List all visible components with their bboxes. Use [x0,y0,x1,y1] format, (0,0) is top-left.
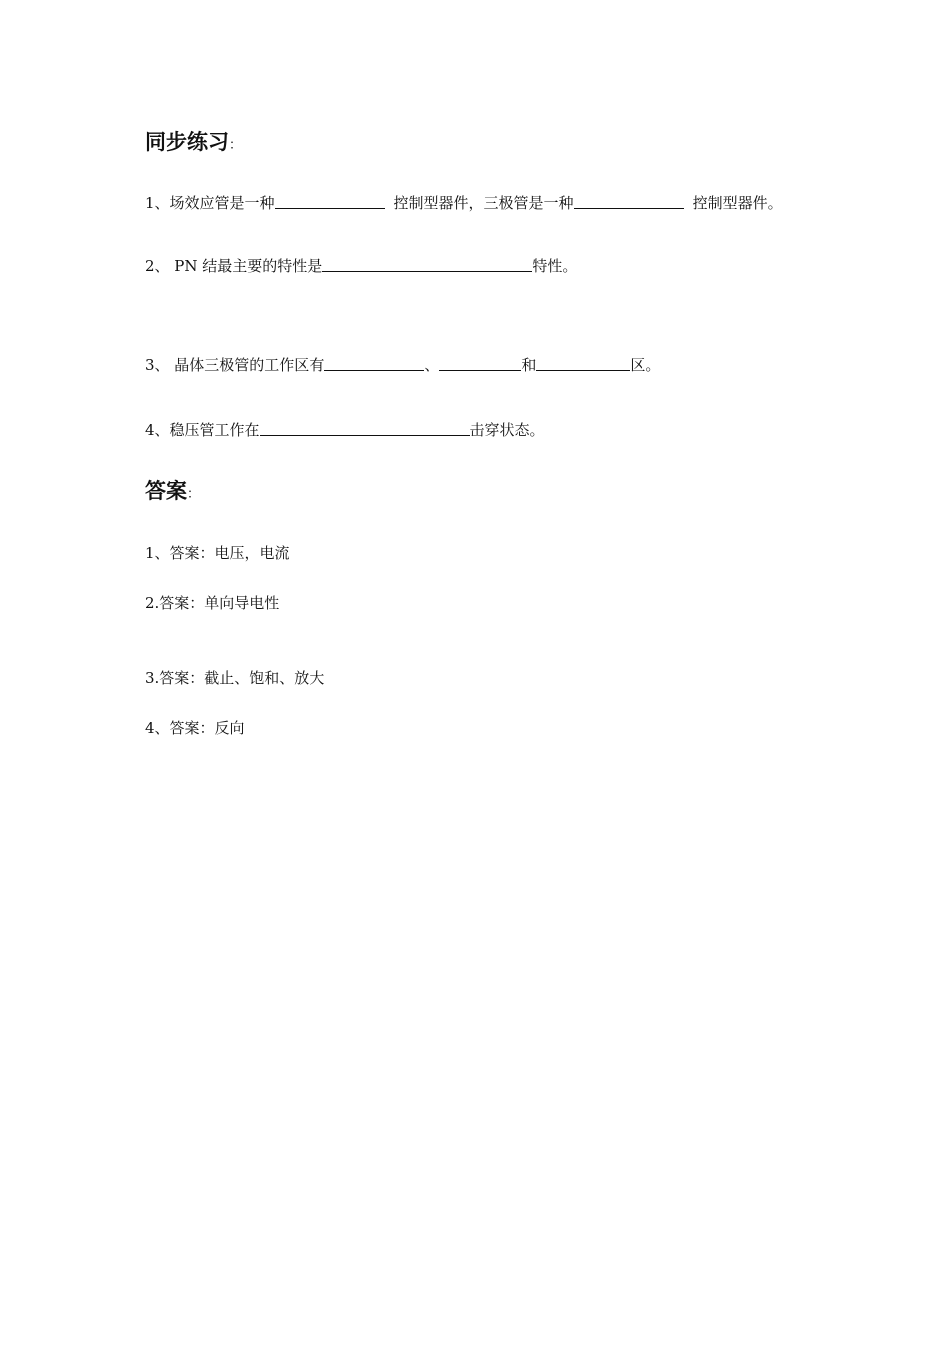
question-4-suffix: 击穿状态。 [469,421,545,439]
question-1-blank-2 [574,194,684,209]
question-1-suffix: 控制型器件。 [692,194,783,212]
question-3-blank-2 [439,356,521,371]
exercise-title-colon: ： [229,138,243,153]
answer-1: 1、答案：电压，电流 [145,544,290,562]
question-1-prefix: 1、场效应管是一种 [145,194,275,212]
question-3-blank-1 [324,356,424,371]
question-3-prefix: 3、 晶体三极管的工作区有 [145,356,325,374]
exercise-heading [145,130,242,158]
answer-3: 3.答案：截止、饱和、放大 [145,669,325,687]
answers-heading [145,479,200,507]
exercise-title: 同步练习 [145,130,229,154]
answers-title-colon: ： [187,487,201,502]
question-4 [145,420,545,440]
question-1-middle: 控制型器件，三极管是一种 [393,194,574,212]
question-1-blank-1 [275,194,385,209]
question-3-sep-2: 和 [521,356,537,374]
answers-title: 答案 [145,479,187,503]
question-2-prefix: 2、 PN 结最主要的特性是 [145,257,323,275]
question-4-prefix: 4、稳压管工作在 [145,421,260,439]
question-2-suffix: 特性。 [532,257,578,275]
question-3-blank-3 [536,356,630,371]
question-3 [145,355,660,375]
answer-4: 4、答案：反向 [145,719,245,737]
question-4-blank [260,421,470,436]
answer-2: 2.答案：单向导电性 [145,594,280,612]
question-3-suffix: 区。 [630,356,661,374]
question-2-blank [322,257,532,272]
question-1 [145,193,783,213]
question-3-sep-1: 、 [424,356,440,374]
question-2 [145,256,577,276]
